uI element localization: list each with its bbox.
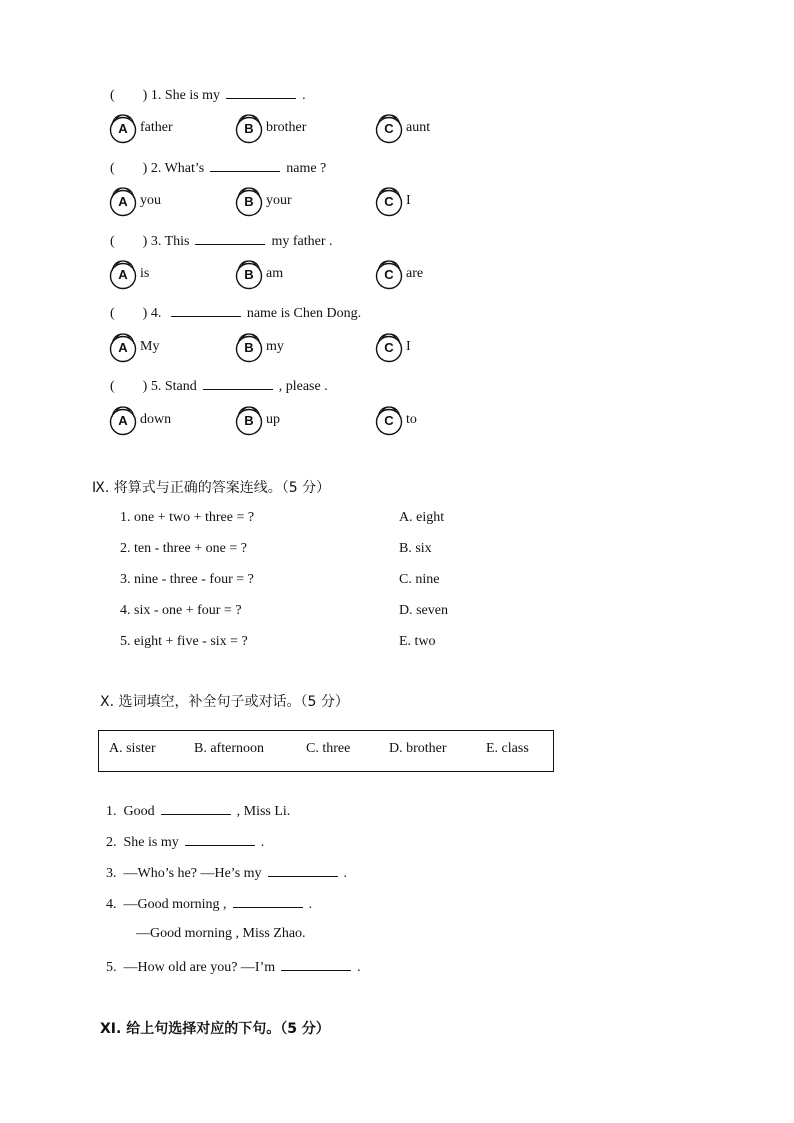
item-number: 4.	[106, 897, 117, 912]
word-bank-item: B. afternoon	[194, 741, 264, 756]
item-text-after: .	[343, 866, 348, 881]
item-text: —Good morning ,	[123, 897, 227, 912]
item-text: Good	[123, 804, 155, 819]
option-badge-b: B	[234, 258, 264, 290]
option-text: down	[140, 412, 172, 427]
option-text: am	[266, 266, 284, 281]
answer-blank	[233, 895, 303, 908]
option-text: I	[406, 193, 411, 208]
matching-right-item: E. two	[399, 634, 436, 649]
word-bank-item: E. class	[486, 741, 529, 756]
fill-item-4	[106, 895, 312, 913]
option-text: you	[140, 193, 161, 208]
matching-right-item: C. nine	[399, 572, 440, 587]
option-badge-b: B	[234, 331, 264, 363]
matching-left-item: 3. nine - three - four = ?	[120, 572, 254, 587]
item-text: —How old are you? —I’m	[123, 960, 276, 975]
option-text: brother	[266, 120, 307, 135]
question-number: 5.	[150, 379, 162, 394]
option-c	[374, 331, 411, 363]
word-bank-item: D. brother	[389, 741, 447, 756]
option-badge-b: B	[234, 404, 264, 436]
option-b	[234, 185, 292, 217]
option-badge-c: C	[374, 112, 404, 144]
item-text-after: , Miss Li.	[236, 804, 291, 819]
fill-item-1	[106, 802, 290, 820]
option-text: father	[140, 120, 173, 135]
question-text-after: name ?	[286, 161, 327, 176]
answer-paren: ( )	[110, 379, 148, 394]
matching-left-item: 2. ten - three + one = ?	[120, 541, 247, 556]
answer-blank	[185, 833, 255, 846]
matching-right-item: B. six	[399, 541, 432, 556]
option-text: up	[266, 412, 280, 427]
option-text: my	[266, 339, 284, 354]
answer-blank	[268, 864, 338, 877]
option-a	[108, 404, 171, 436]
option-text: aunt	[406, 120, 431, 135]
fill-item-5	[106, 958, 361, 976]
option-b	[234, 112, 306, 144]
item-number: 1.	[106, 804, 117, 819]
fill-item-3	[106, 864, 347, 882]
option-text: to	[406, 412, 417, 427]
option-badge-a: A	[108, 404, 138, 436]
item-number: 5.	[106, 960, 117, 975]
option-a	[108, 112, 173, 144]
question-text-after: my father .	[271, 234, 333, 249]
section-11-title: XI. 给上句选择对应的下句。（5 分）	[100, 1021, 330, 1037]
option-a	[108, 185, 161, 217]
answer-paren: ( )	[110, 161, 148, 176]
answer-blank	[210, 159, 280, 172]
matching-left-item: 1. one + two + three = ?	[120, 510, 255, 525]
matching-right-item: D. seven	[399, 603, 448, 618]
mc-question-1	[110, 84, 306, 104]
matching-right-item: A. eight	[399, 510, 445, 525]
question-text: Stand	[164, 379, 197, 394]
mc-question-3	[110, 230, 333, 250]
option-c	[374, 185, 411, 217]
answer-blank	[171, 304, 241, 317]
item-text: She is my	[123, 835, 179, 850]
answer-blank	[195, 232, 265, 245]
question-text: This	[164, 234, 190, 249]
matching-left-item: 4. six - one + four = ?	[120, 603, 242, 618]
option-badge-b: B	[234, 112, 264, 144]
option-badge-c: C	[374, 331, 404, 363]
section-10-title: X. 选词填空，补全句子或对话。（5 分）	[100, 694, 349, 710]
option-badge-c: C	[374, 258, 404, 290]
answer-blank	[161, 802, 231, 815]
word-bank-item: C. three	[306, 741, 351, 756]
option-badge-c: C	[374, 404, 404, 436]
fill-item-2	[106, 833, 264, 851]
answer-paren: ( )	[110, 234, 148, 249]
question-text-after: .	[302, 88, 306, 103]
item-text-after: .	[357, 960, 361, 975]
answer-paren: ( )	[110, 306, 148, 321]
answer-blank	[281, 958, 351, 971]
option-b	[234, 404, 280, 436]
question-number: 3.	[150, 234, 162, 249]
item-number: 3.	[106, 866, 117, 881]
question-text-after: name is Chen Dong.	[246, 306, 362, 321]
section-9-title: Ⅸ. 将算式与正确的答案连线。（5 分）	[92, 480, 331, 496]
item-text: —Good morning , Miss Zhao.	[136, 926, 306, 941]
word-bank-item: A. sister	[109, 741, 156, 756]
matching-left-item: 5. eight + five - six = ?	[120, 634, 248, 649]
item-text-after: .	[308, 897, 313, 912]
option-badge-a: A	[108, 258, 138, 290]
option-c	[374, 112, 430, 144]
option-badge-a: A	[108, 331, 138, 363]
option-text: I	[406, 339, 411, 354]
question-text: What’s	[164, 161, 205, 176]
option-text: is	[140, 266, 150, 281]
question-number: 4.	[150, 306, 162, 321]
answer-paren: ( )	[110, 88, 148, 103]
option-b	[234, 331, 284, 363]
fill-item-4-reply	[136, 926, 306, 942]
option-a	[108, 331, 159, 363]
answer-blank	[226, 86, 296, 99]
option-badge-b: B	[234, 185, 264, 217]
answer-blank	[203, 377, 273, 390]
item-number: 2.	[106, 835, 117, 850]
option-c	[374, 258, 423, 290]
option-badge-a: A	[108, 185, 138, 217]
mc-question-4	[110, 302, 361, 322]
question-number: 1.	[150, 88, 162, 103]
option-badge-a: A	[108, 112, 138, 144]
option-text: your	[266, 193, 292, 208]
item-text: —Who’s he? —He’s my	[123, 866, 262, 881]
word-bank-box	[98, 730, 554, 772]
item-text-after: .	[260, 835, 265, 850]
mc-question-2	[110, 157, 326, 177]
question-text-after: , please .	[278, 379, 328, 394]
option-b	[234, 258, 283, 290]
mc-question-5	[110, 375, 328, 395]
question-text: She is my	[164, 88, 221, 103]
option-c	[374, 404, 417, 436]
option-a	[108, 258, 149, 290]
option-text: My	[140, 339, 160, 354]
question-number: 2.	[150, 161, 162, 176]
option-badge-c: C	[374, 185, 404, 217]
option-text: are	[406, 266, 424, 281]
